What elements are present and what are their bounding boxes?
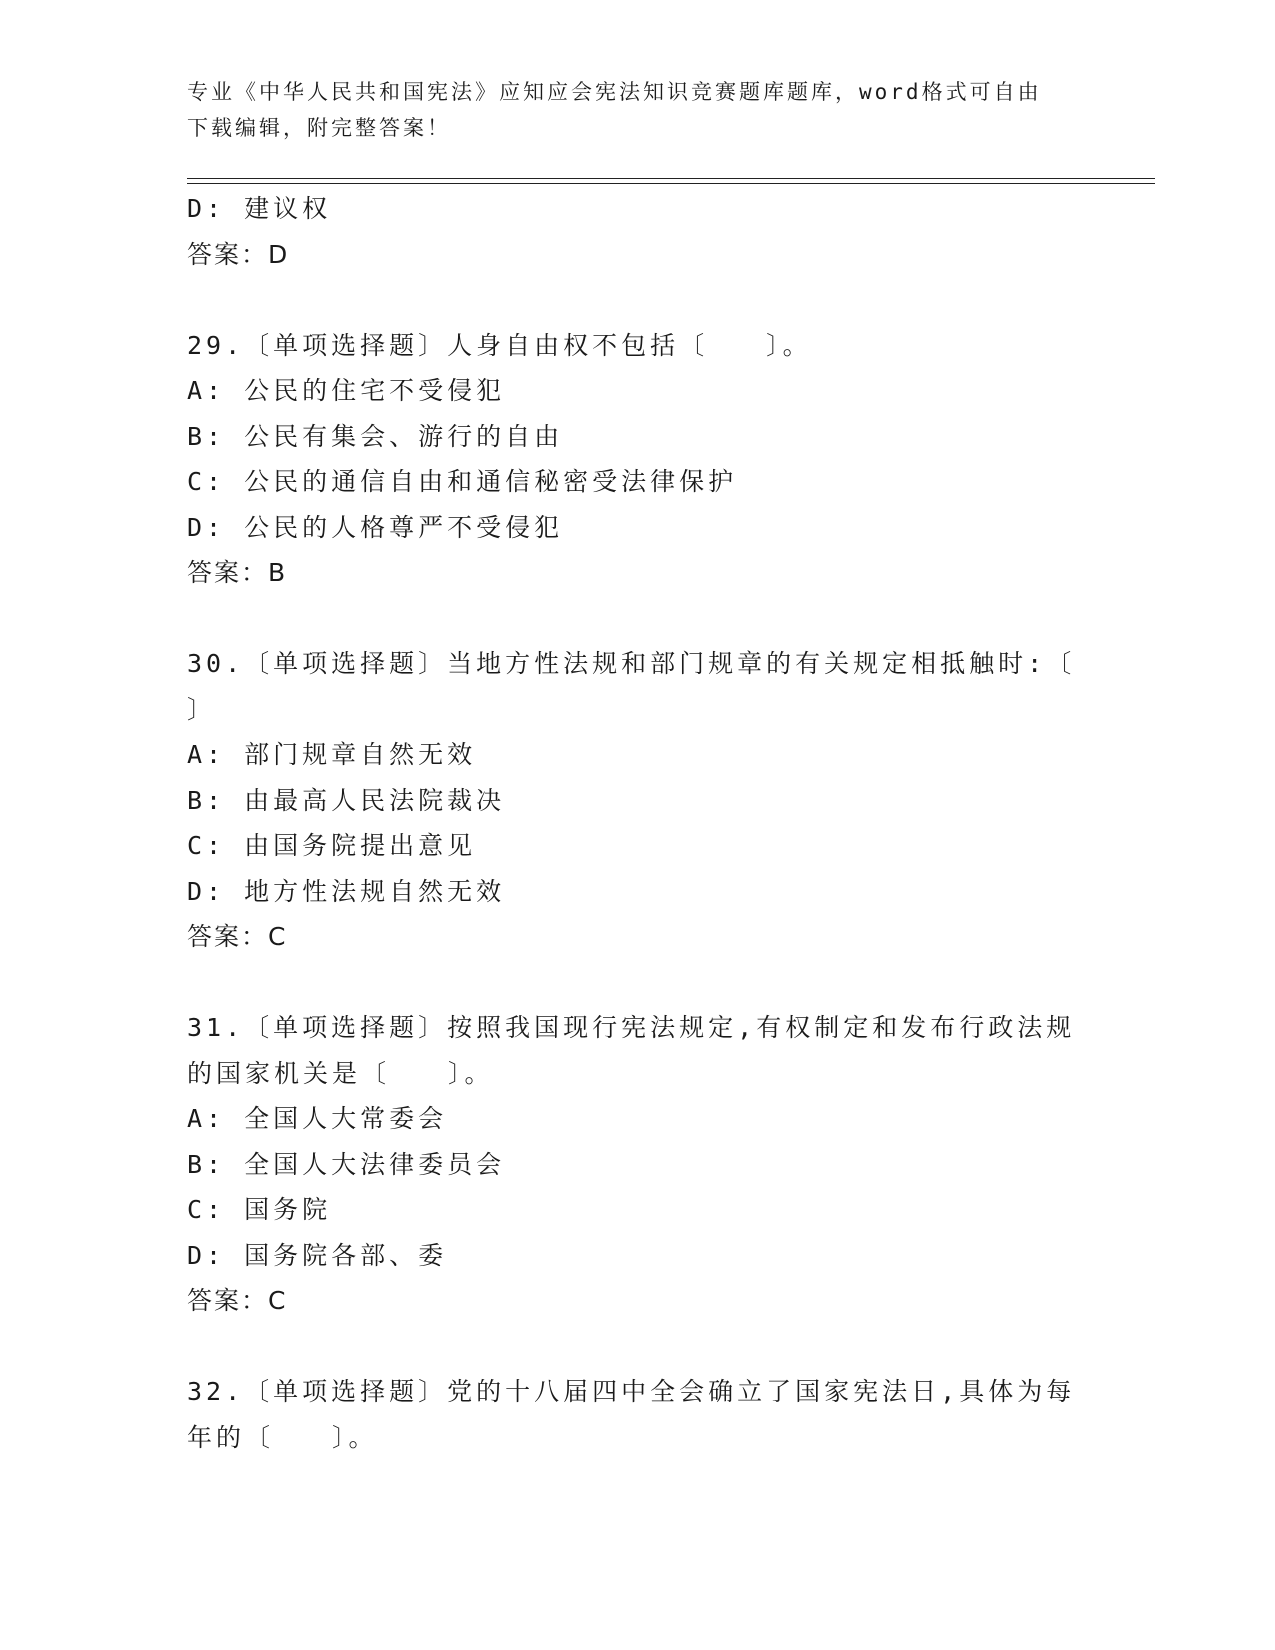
question-stem-line-2: 〕 xyxy=(187,694,217,724)
question-list xyxy=(187,186,1087,1460)
document-header xyxy=(187,74,1067,146)
answer: 答案：C xyxy=(187,922,288,951)
question-stem-line-2: 的国家机关是〔 〕。 xyxy=(187,1058,494,1088)
question-30 xyxy=(187,641,1087,960)
question-stem-line-1: 31.〔单项选择题〕按照我国现行宪法规定,有权制定和发布行政法规 xyxy=(187,1013,1076,1042)
question-31 xyxy=(187,1005,1087,1324)
spacer xyxy=(187,596,1087,642)
option-c: C: 公民的通信自由和通信秘密受法律保护 xyxy=(187,467,738,496)
question-stem-line-2: 年的〔 〕。 xyxy=(187,1422,378,1452)
question-stem-line-1: 32.〔单项选择题〕党的十八届四中全会确立了国家宪法日,具体为每 xyxy=(187,1377,1076,1406)
option-b: B: 公民有集会、游行的自由 xyxy=(187,421,564,451)
option-c: C: 国务院 xyxy=(187,1195,332,1224)
option-c: C: 由国务院提出意见 xyxy=(187,831,477,860)
answer: 答案：C xyxy=(187,1286,288,1315)
option-a: A: 公民的住宅不受侵犯 xyxy=(187,376,506,405)
header-rule-top xyxy=(187,178,1155,179)
header-line-1: 专业《中华人民共和国宪法》应知应会宪法知识竞赛题库题库，word格式可自由 xyxy=(187,80,1042,104)
question-stem-line-1: 30.〔单项选择题〕当地方性法规和部门规章的有关规定相抵触时:〔 xyxy=(187,649,1076,678)
question-29 xyxy=(187,323,1087,596)
option-b: B: 由最高人民法院裁决 xyxy=(187,785,506,815)
header-line-2: 下载编辑，附完整答案！ xyxy=(187,116,451,140)
option-a: A: 部门规章自然无效 xyxy=(187,740,477,769)
question-32 xyxy=(187,1369,1087,1460)
spacer xyxy=(187,277,1087,323)
spacer xyxy=(187,960,1087,1006)
carryover-answer: 答案：D xyxy=(187,239,290,269)
option-d: D: 国务院各部、委 xyxy=(187,1240,448,1270)
answer: 答案：B xyxy=(187,558,288,587)
header-rule-bottom xyxy=(187,183,1155,184)
spacer xyxy=(187,1324,1087,1370)
question-stem: 29.〔单项选择题〕人身自由权不包括〔 〕。 xyxy=(187,330,812,360)
option-d: D: 公民的人格尊严不受侵犯 xyxy=(187,512,564,542)
option-b: B: 全国人大法律委员会 xyxy=(187,1149,506,1179)
carryover-option-d: D: 建议权 xyxy=(187,194,332,223)
option-a: A: 全国人大常委会 xyxy=(187,1104,448,1133)
option-d: D: 地方性法规自然无效 xyxy=(187,876,506,906)
